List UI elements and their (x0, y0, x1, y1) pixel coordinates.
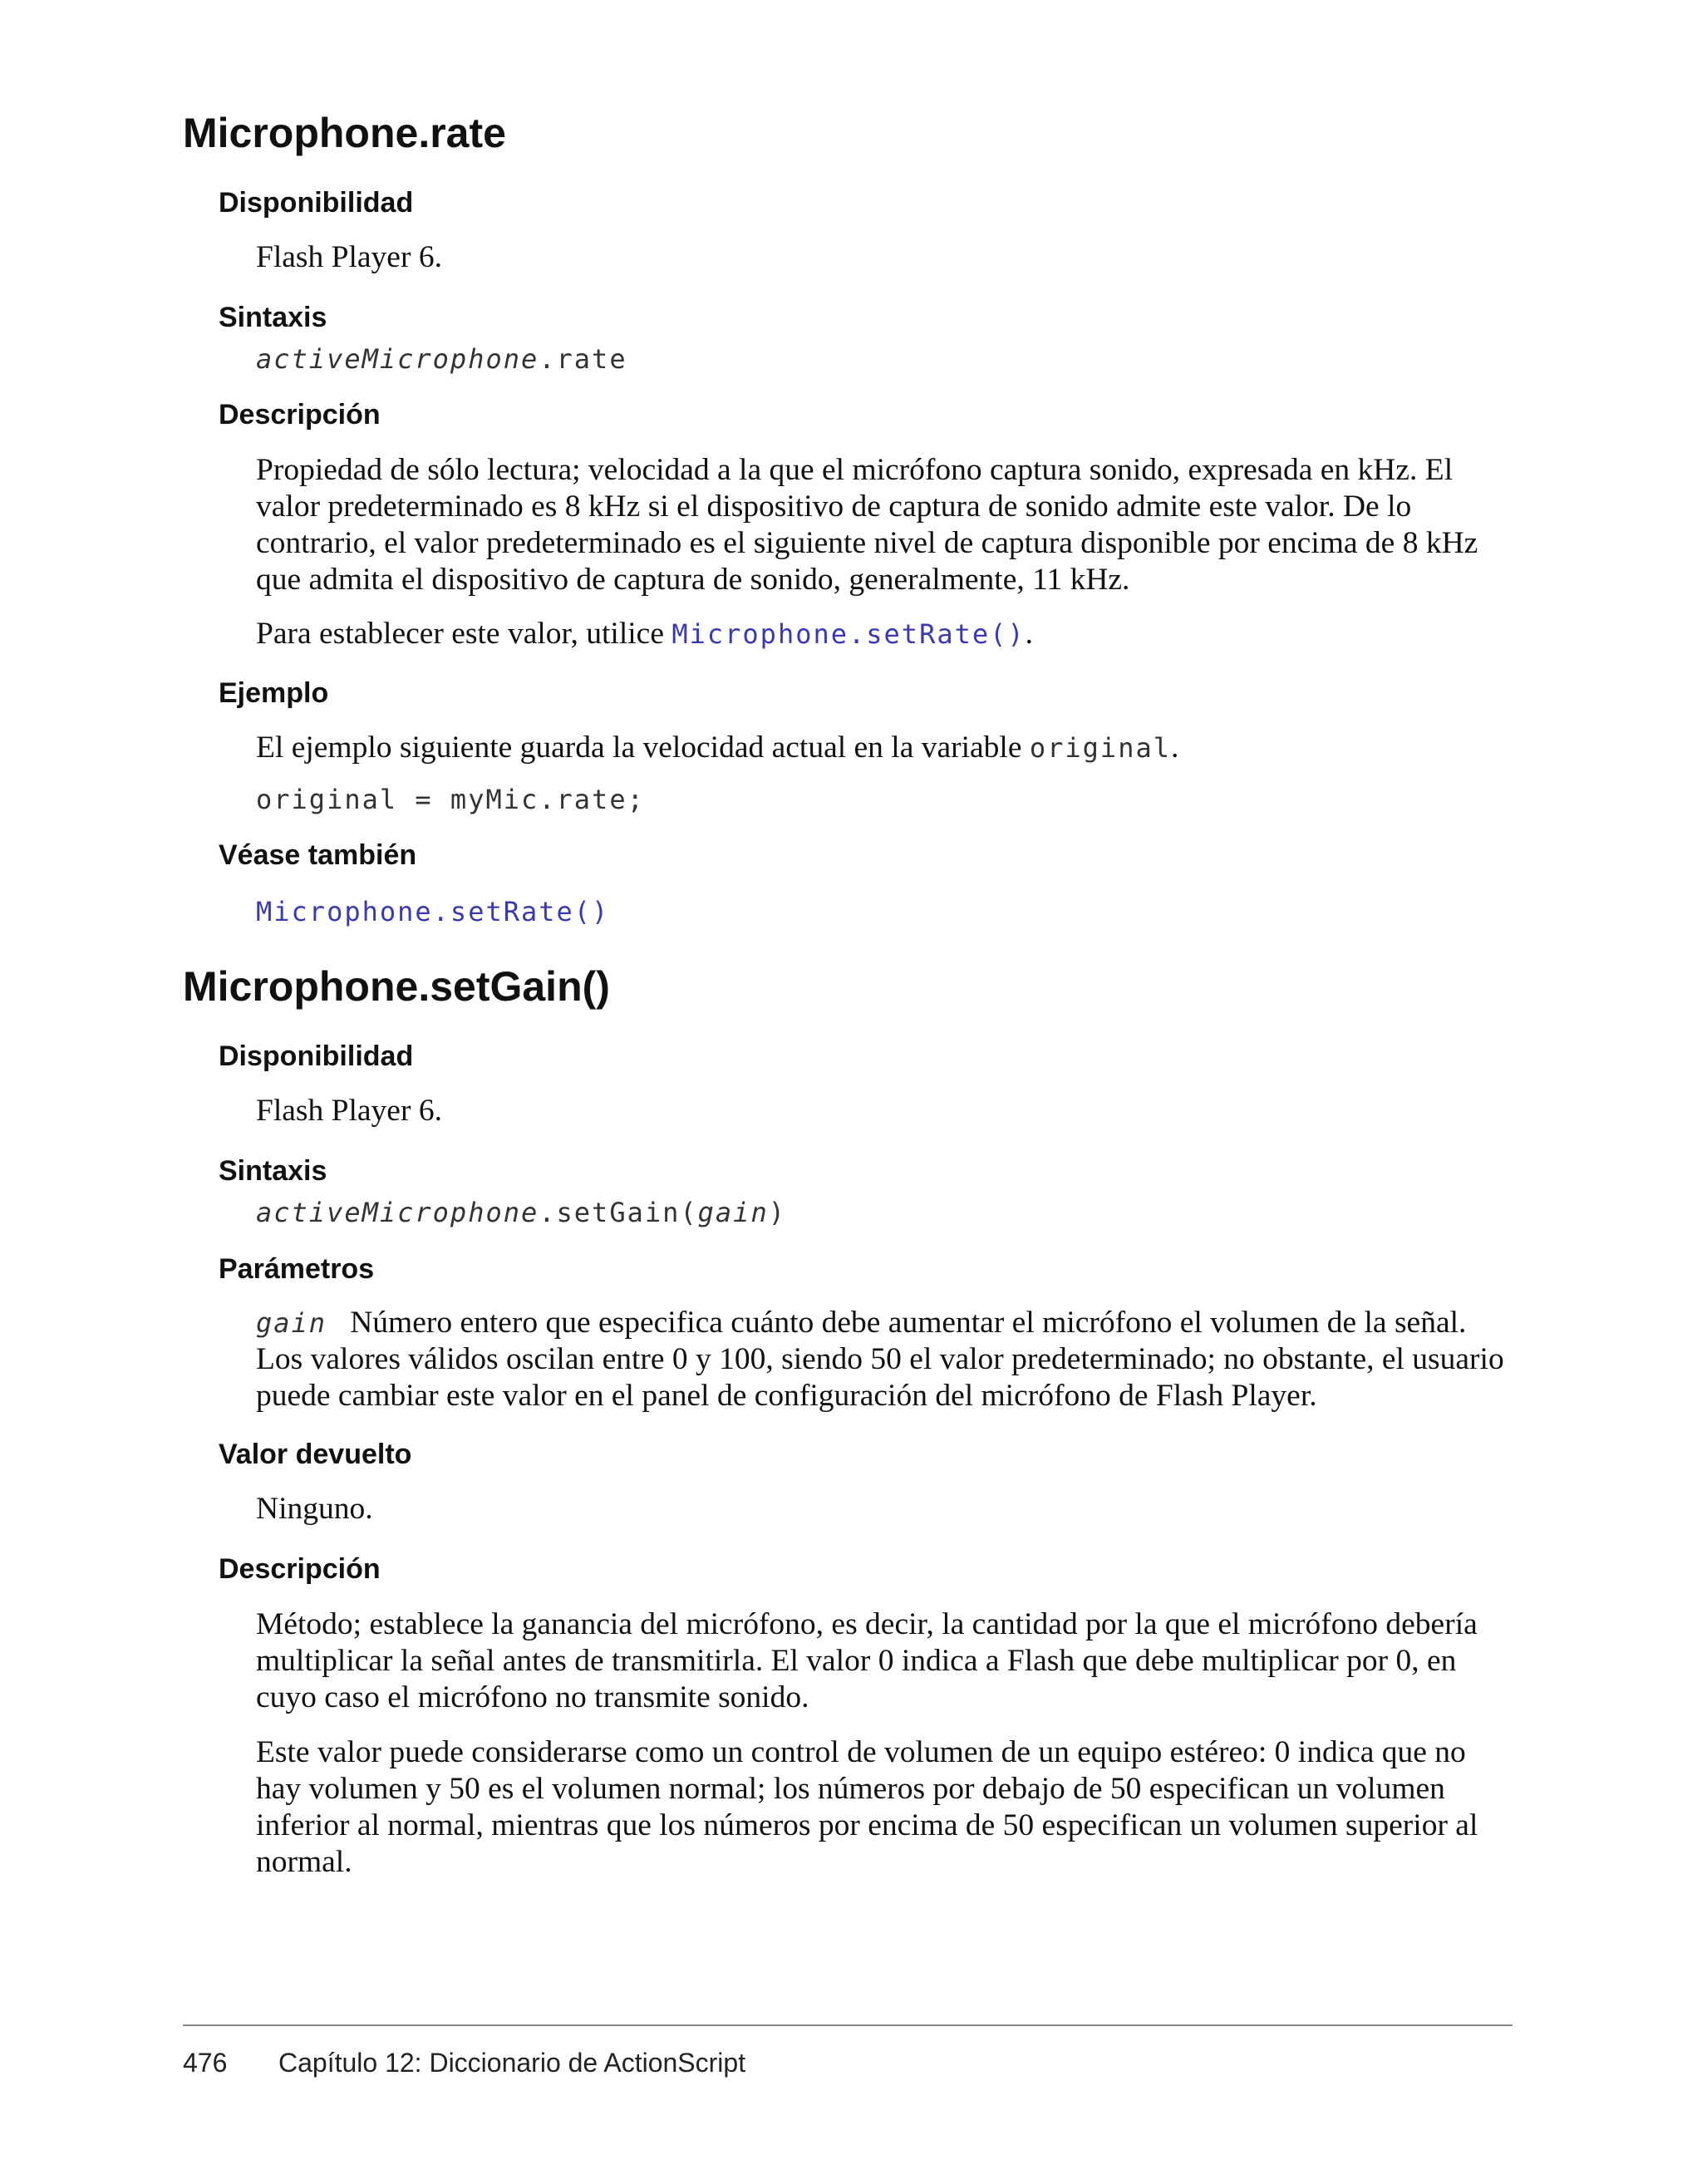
syntax-heading: Sintaxis (219, 1155, 327, 1187)
example-heading: Ejemplo (219, 677, 329, 709)
syntax-close: ) (768, 1197, 786, 1228)
description-paragraph: Método; establece la ganancia del micrófono, es decir, la cantidad por la que el micrófono debería multiplicar la señal antes de transmitirla. El valor 0 indica a Flash que debe multiplicar por 0, en cuyo caso el micrófono no transmite sonido. (256, 1607, 1478, 1714)
entry-title-setgain: Microphone.setGain() (183, 963, 610, 1010)
parameter-text: Número entero que especifica cuánto debe aumentar el micrófono el volumen de la señal. Los valores válidos oscilan entre 0 y 100, siendo 50 el valor predeterminado; no obstante, el usuario puede cambiar este valor en el panel de configuración del micrófono de Flash Player. (256, 1306, 1504, 1413)
chapter-title: Capítulo 12: Diccionario de ActionScript (278, 2048, 746, 2078)
description-heading: Descripción (219, 1553, 381, 1585)
footer-rule (183, 2024, 1513, 2026)
returns-text: Ninguno. (256, 1492, 373, 1526)
page-number: 476 (183, 2048, 228, 2078)
example-text-suffix: . (1170, 730, 1179, 765)
availability-heading: Disponibilidad (219, 187, 414, 219)
syntax-member: .rate (539, 343, 627, 375)
example-text (256, 730, 1515, 766)
description-paragraph (256, 616, 1515, 652)
parameters-heading: Parámetros (219, 1253, 375, 1285)
syntax-heading: Sintaxis (219, 302, 327, 333)
description-text: . (1025, 617, 1034, 651)
description-paragraph: Este valor puede considerarse como un control de volumen de un equipo estéreo: 0 indica que no hay volumen y 50 es el volumen normal; los números por debajo de 50 especifican un volumen inferior al normal, mientras que los números por encima de 50 especifican un volumen superior al normal. (256, 1735, 1478, 1879)
syntax-param: gain (697, 1197, 769, 1228)
see-also-list (256, 895, 609, 928)
syntax-code (256, 342, 627, 376)
availability-text: Flash Player 6. (256, 1094, 442, 1128)
syntax-object: activeMicrophone (256, 343, 539, 375)
description-paragraph: Propiedad de sólo lectura; velocidad a la que el micrófono captura sonido, expresada en kHz. El valor predeterminado es 8 kHz si el dispositivo de captura de sonido admite este valor. De lo contrario, el valor predeterminado es el siguiente nivel de captura disponible por encima de 8 kHz que admita el dispositivo de captura de sonido, generalmente, 11 kHz. (256, 453, 1478, 597)
entry-title-rate: Microphone.rate (183, 110, 506, 156)
availability-heading: Disponibilidad (219, 1040, 414, 1072)
returns-heading: Valor devuelto (219, 1439, 412, 1470)
parameter-description (256, 1305, 1515, 1414)
availability-text: Flash Player 6. (256, 240, 442, 274)
syntax-code (256, 1196, 786, 1229)
setrate-link[interactable]: Microphone.setRate() (671, 618, 1026, 650)
example-variable: original (1029, 732, 1171, 764)
example-text-prefix: El ejemplo siguiente guarda la velocidad actual en la variable (256, 730, 1030, 765)
parameter-name: gain (256, 1307, 327, 1339)
see-also-heading: Véase también (219, 839, 417, 871)
example-code: original = myMic.rate; (256, 784, 645, 815)
description-text: Para establecer este valor, utilice (256, 617, 672, 651)
syntax-object: activeMicrophone (256, 1197, 539, 1228)
description-heading: Descripción (219, 399, 381, 430)
syntax-member: .setGain( (539, 1197, 698, 1228)
setrate-link[interactable]: Microphone.setRate() (256, 896, 610, 927)
